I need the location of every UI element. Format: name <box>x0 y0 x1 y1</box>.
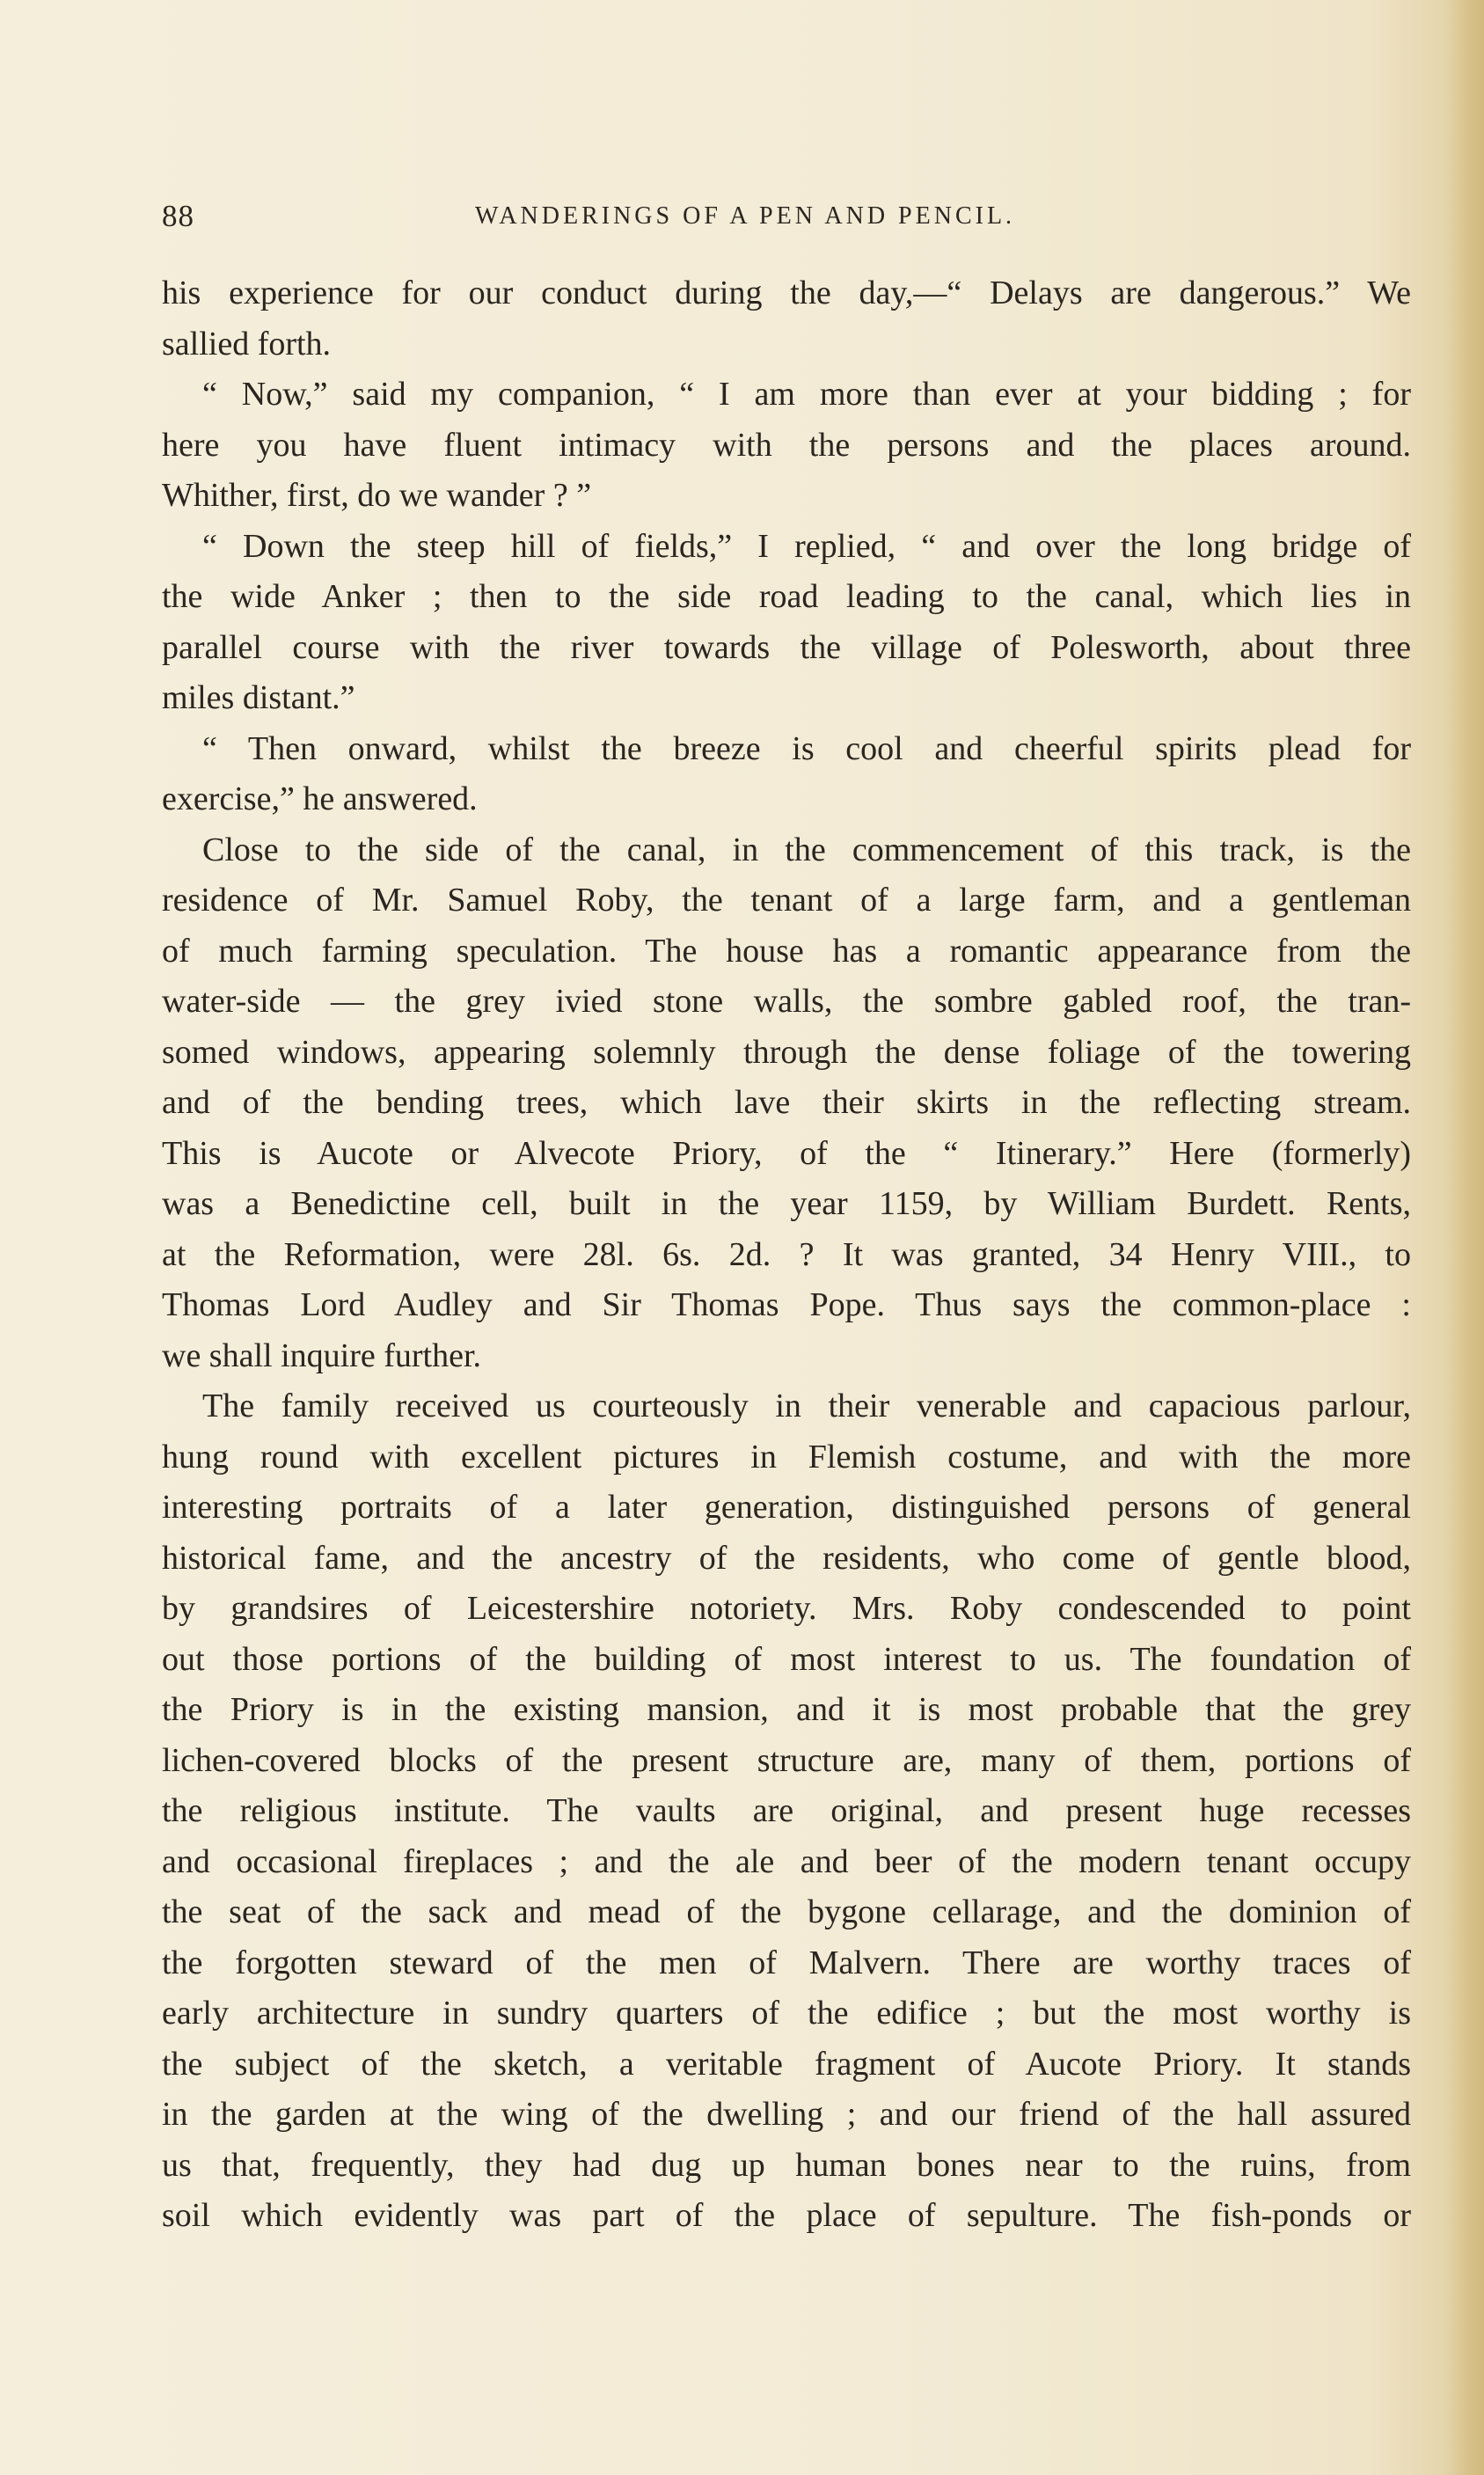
text-line: us that, frequently, they had dug up human bones near to the ruins, from <box>162 2146 1411 2184</box>
text-line: by grandsires of Leicestershire notoriety. Mrs. Roby condescended to point <box>162 1590 1411 1627</box>
text-line: the Priory is in the existing mansion, and it is most probable that the grey <box>162 1691 1411 1728</box>
text-line: the wide Anker ; then to the side road leading to the canal, which lies in <box>162 578 1411 615</box>
text-line: at the Reformation, were 28l. 6s. 2d. ? It was granted, 34 Henry VIII., to <box>162 1235 1411 1273</box>
text-line: lichen-covered blocks of the present structure are, many of them, portions of <box>162 1741 1411 1779</box>
text-line: residence of Mr. Samuel Roby, the tenant of a large farm, and a gentleman <box>162 882 1411 919</box>
text-line: Thomas Lord Audley and Sir Thomas Pope. Thus says the common-place : <box>162 1286 1411 1323</box>
text-line: exercise,” he answered. <box>162 780 478 817</box>
text-line: water-side — the grey ivied stone walls, the sombre gabled roof, the tran- <box>162 983 1411 1020</box>
text-line: out those portions of the building of most interest to us. The foundation of <box>162 1640 1411 1678</box>
running-head <box>162 199 1411 243</box>
text-line: the subject of the sketch, a veritable fragment of Aucote Priory. It stands <box>162 2045 1411 2083</box>
text-line: Whither, first, do we wander ? ” <box>162 477 592 514</box>
text-line: The family received us courteously in their venerable and capacious parlour, <box>202 1388 1411 1424</box>
text-line: and of the bending trees, which lave their skirts in the reflecting stream. <box>162 1084 1411 1121</box>
text-line: sallied forth. <box>162 325 332 362</box>
text-line: miles distant.” <box>162 679 355 716</box>
text-line: Close to the side of the canal, in the commencement of this track, is the <box>202 831 1411 868</box>
text-line: early architecture in sundry quarters of the edifice ; but the most worthy is <box>162 1995 1411 2032</box>
text-line: “ Then onward, whilst the breeze is cool and cheerful spirits plead for <box>202 729 1411 767</box>
page-number: 88 <box>162 199 194 233</box>
running-title: WANDERINGS OF A PEN AND PENCIL. <box>475 202 1016 230</box>
text-line: interesting portraits of a later generation, distinguished persons of general <box>162 1489 1411 1526</box>
text-line: hung round with excellent pictures in Flemish costume, and with the more <box>162 1438 1411 1475</box>
text-line: of much farming speculation. The house has a romantic appearance from the <box>162 932 1411 970</box>
text-line: the forgotten steward of the men of Malvern. There are worthy traces of <box>162 1944 1411 1981</box>
text-line: the seat of the sack and mead of the bygone cellarage, and the dominion of <box>162 1893 1411 1930</box>
text-line: here you have fluent intimacy with the persons and the places around. <box>162 426 1411 464</box>
text-line: “ Now,” said my companion, “ I am more than ever at your bidding ; for <box>202 376 1411 413</box>
text-line: we shall inquire further. <box>162 1336 482 1374</box>
text-line: parallel course with the river towards the village of Polesworth, about three <box>162 628 1411 666</box>
text-line: and occasional fireplaces ; and the ale and beer of the modern tenant occupy <box>162 1842 1411 1880</box>
text-line: somed windows, appearing solemnly through the dense foliage of the towering <box>162 1033 1411 1071</box>
text-line: This is Aucote or Alvecote Priory, of the “ Itinerary.” Here (formerly) <box>162 1134 1411 1172</box>
text-line: in the garden at the wing of the dwelling ; and our friend of the hall assured <box>162 2096 1411 2133</box>
text-line: historical fame, and the ancestry of the residents, who come of gentle blood, <box>162 1539 1411 1577</box>
text-line: was a Benedictine cell, built in the year 1159, by William Burdett. Rents, <box>162 1185 1411 1222</box>
body-text <box>162 268 1411 2242</box>
page-edge-shadow <box>1449 0 1484 2475</box>
text-line: “ Down the steep hill of fields,” I replied, “ and over the long bridge of <box>202 527 1411 565</box>
text-line: the religious institute. The vaults are original, and present huge recesses <box>162 1792 1411 1829</box>
text-line: his experience for our conduct during the day,—“ Delays are dangerous.” We <box>162 275 1411 311</box>
text-line: soil which evidently was part of the place of sepulture. The fish-ponds or <box>162 2197 1411 2234</box>
